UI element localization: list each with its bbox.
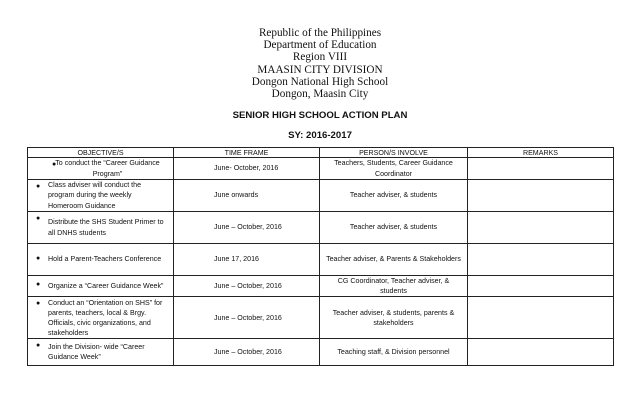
table-row — [28, 180, 614, 212]
persons-cell: Teaching staff, & Division personnel — [320, 339, 468, 366]
objective-text: all DNHS students — [48, 228, 106, 237]
remarks-cell — [468, 297, 614, 339]
column-header-time-frame: TIME FRAME — [174, 148, 320, 158]
action-plan-table — [27, 147, 614, 366]
letterhead-division: MAASIN CITY DIVISION — [257, 63, 383, 76]
persons-cell: Teacher adviser, & students — [320, 180, 468, 212]
bullet-icon: ● — [36, 300, 41, 308]
persons-text: Teacher adviser, & students, parents & — [332, 308, 455, 317]
objective-cell — [28, 276, 174, 297]
table-row — [28, 212, 614, 244]
objective-text: Guidance Week” — [48, 353, 101, 362]
table-row — [28, 339, 614, 366]
objective-cell — [28, 180, 174, 212]
time-frame-cell: June- October, 2016 — [174, 158, 320, 180]
remarks-cell — [468, 158, 614, 180]
objective-text: Class adviser will conduct the — [48, 181, 142, 190]
objective-cell — [28, 244, 174, 276]
persons-cell: CG Coordinator, Teacher adviser, & students — [320, 276, 468, 297]
objective-text: Join the Division- wide “Career — [48, 343, 145, 352]
objective-text: Officials, civic organizations, and — [48, 318, 151, 327]
plan-title: SENIOR HIGH SCHOOL ACTION PLAN — [232, 110, 408, 121]
time-frame-cell: June onwards — [174, 180, 320, 212]
persons-cell — [320, 297, 468, 339]
column-header-persons: PERSON/S INVOLVE — [320, 148, 468, 158]
objective-text: Hold a Parent-Teachers Conference — [48, 255, 162, 264]
letterhead-address: Dongon, Maasin City — [271, 88, 369, 101]
bullet-icon: ● — [36, 183, 41, 190]
time-frame-cell: June 17, 2016 — [174, 244, 320, 276]
time-frame-cell: June – October, 2016 — [174, 212, 320, 244]
persons-text: stakeholders — [373, 318, 414, 327]
letterhead-region: Region VIII — [292, 51, 348, 64]
objective-text: parents, teachers, local & Brgy. — [48, 308, 147, 317]
objective-cell — [28, 339, 174, 366]
objective-text: Program” — [92, 169, 123, 178]
school-year: SY: 2016-2017 — [288, 130, 352, 141]
objective-cell — [28, 297, 174, 339]
column-header-remarks: REMARKS — [468, 148, 614, 158]
objective-text: To conduct the “Career Guidance — [55, 159, 160, 168]
persons-text: Teachers, Students, Career Guidance — [334, 159, 453, 168]
letterhead — [0, 27, 640, 100]
bullet-icon: ● — [36, 215, 41, 222]
letterhead-department: Department of Education — [263, 39, 377, 52]
bullet-icon: ● — [36, 342, 41, 350]
remarks-cell — [468, 244, 614, 276]
remarks-cell — [468, 276, 614, 297]
time-frame-cell: June – October, 2016 — [174, 276, 320, 297]
table-row — [28, 158, 614, 180]
persons-text: Coordinator — [374, 169, 413, 178]
bullet-icon: ● — [36, 255, 41, 262]
objective-text: stakeholders — [48, 329, 89, 338]
objective-cell — [28, 212, 174, 244]
table-row — [28, 276, 614, 297]
objective-text: Conduct an “Orientation on SHS” for — [48, 298, 163, 307]
objective-text: Organize a “Career Guidance Week” — [48, 282, 164, 291]
remarks-cell — [468, 212, 614, 244]
objective-text: Distribute the SHS Student Primer to — [48, 218, 164, 227]
bullet-icon: ● — [52, 161, 57, 168]
letterhead-school: Dongon National High School — [251, 75, 389, 88]
time-frame-cell: June – October, 2016 — [174, 297, 320, 339]
objective-text: Homeroom Guidance — [48, 201, 116, 210]
bullet-icon: ● — [36, 281, 41, 288]
persons-cell: Teacher adviser, & Parents & Stakeholders — [320, 244, 468, 276]
column-header-objectives: OBJECTIVE/S — [28, 148, 174, 158]
remarks-cell — [468, 339, 614, 366]
letterhead-republic: Republic of the Philippines — [258, 27, 382, 39]
time-frame-cell: June – October, 2016 — [174, 339, 320, 366]
table-row — [28, 297, 614, 339]
objective-cell — [28, 158, 174, 180]
table-row — [28, 244, 614, 276]
persons-cell: Teacher adviser, & students — [320, 212, 468, 244]
remarks-cell — [468, 180, 614, 212]
objective-text: program during the weekly — [48, 191, 132, 200]
persons-cell — [320, 158, 468, 180]
table-header-row — [28, 148, 614, 158]
